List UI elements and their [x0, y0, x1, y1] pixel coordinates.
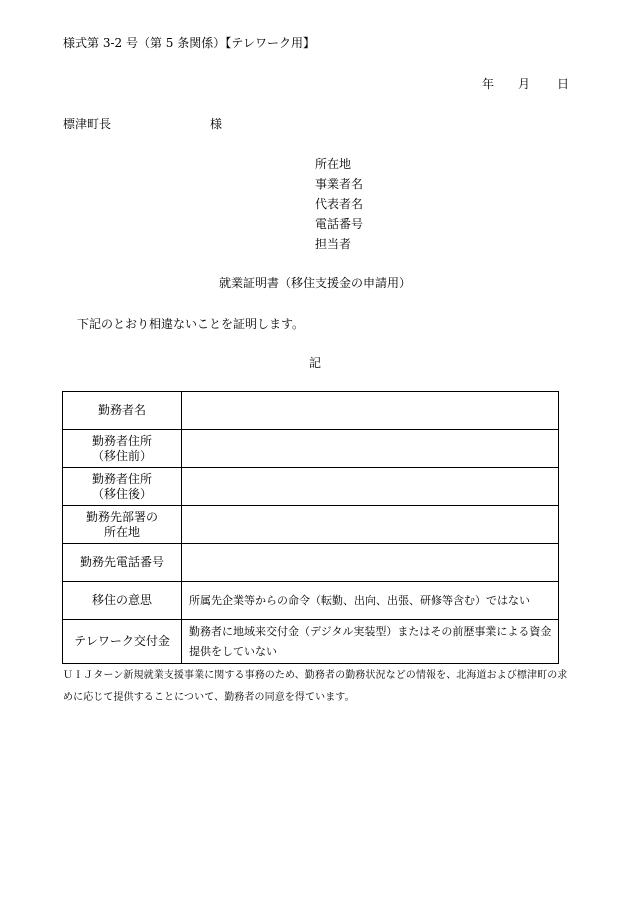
label-relocation-intent: 移住の意思 — [63, 582, 182, 620]
value-address-before[interactable] — [182, 430, 559, 468]
ki-heading: 記 — [308, 356, 321, 370]
value-address-after[interactable] — [182, 468, 559, 506]
table-row — [63, 620, 559, 664]
consent-note: ＵＩＪターン新規就業支援事業に関する事務のため、勤務者の勤務状況などの情報を、北海道および標津町の求めに応じて提供することについて、勤務者の同意を得ています。 — [63, 670, 568, 703]
applicant-field-contact-person: 担当者 — [315, 237, 352, 251]
date-day-label: 日 — [557, 77, 570, 91]
applicant-field-address: 所在地 — [315, 157, 352, 171]
table-row — [63, 506, 559, 544]
value-workplace-phone[interactable] — [182, 544, 559, 582]
document-title: 就業証明書（移住支援金の申請用） — [218, 276, 411, 290]
label-telework-grant: テレワーク交付金 — [63, 620, 182, 664]
intro-text: 下記のとおり相違ないことを証明します。 — [77, 317, 305, 331]
applicant-field-representative: 代表者名 — [315, 197, 364, 211]
addressee-honorific: 様 — [210, 117, 223, 131]
table-row — [63, 430, 559, 468]
certificate-table — [62, 391, 559, 664]
applicant-field-phone: 電話番号 — [315, 217, 364, 231]
table-row — [63, 544, 559, 582]
table-row — [63, 582, 559, 620]
table-row — [63, 468, 559, 506]
label-address-before: 勤務者住所 （移住前） — [63, 430, 182, 468]
label-workplace-location: 勤務先部署の 所在地 — [63, 506, 182, 544]
label-worker-name: 勤務者名 — [63, 392, 182, 430]
form-number: 様式第 3-2 号（第 5 条関係）【テレワーク用】 — [63, 36, 315, 50]
date-year-label: 年 — [482, 77, 495, 91]
applicant-fields — [315, 154, 363, 254]
applicant-field-business-name: 事業者名 — [315, 177, 364, 191]
label-workplace-phone: 勤務先電話番号 — [63, 544, 182, 582]
value-worker-name[interactable] — [182, 392, 559, 430]
date-month-label: 月 — [518, 77, 531, 91]
value-relocation-intent: 所属先企業等からの命令（転勤、出向、出張、研修等含む）ではない — [182, 582, 559, 620]
table-row — [63, 392, 559, 430]
value-workplace-location[interactable] — [182, 506, 559, 544]
label-address-after: 勤務者住所 （移住後） — [63, 468, 182, 506]
value-telework-grant: 勤務者に地域来交付金（デジタル実装型）またはその前歴事業による資金 提供をしていない — [182, 620, 559, 664]
addressee-name: 標津町長 — [63, 117, 112, 131]
